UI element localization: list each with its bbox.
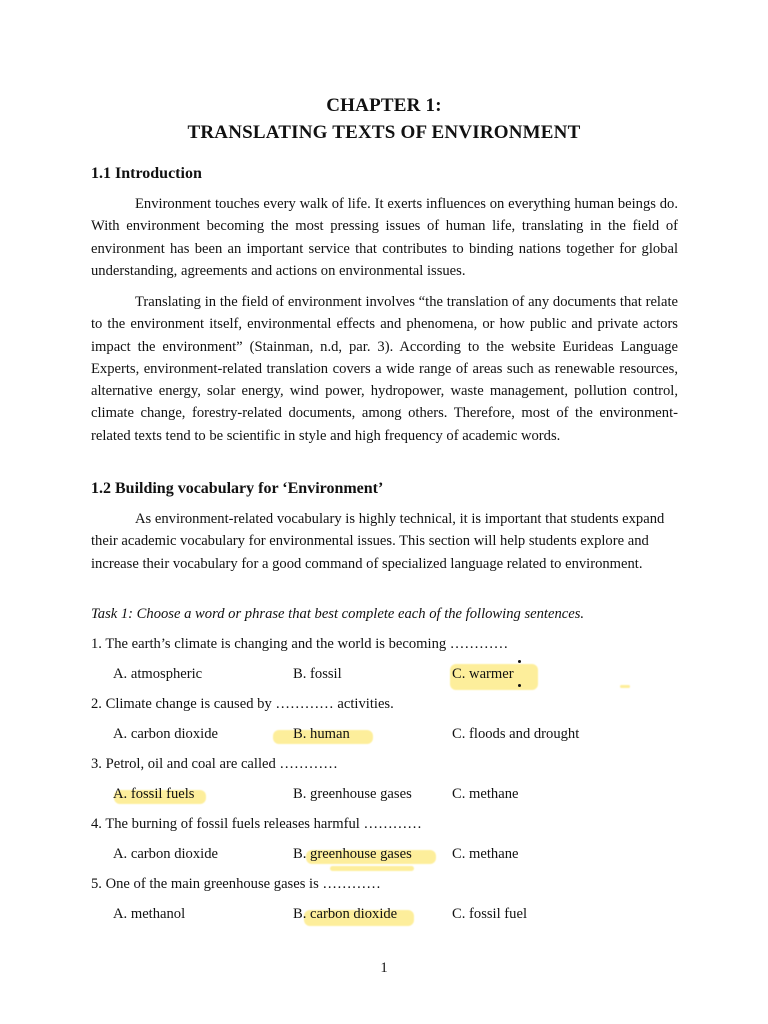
question-4-stem: 4. The burning of fossil fuels releases harmful …………: [91, 816, 422, 832]
page-number: 1: [380, 960, 388, 976]
question-3-stem: 3. Petrol, oil and coal are called …………: [91, 756, 338, 772]
question-4-option-c: C. methane: [452, 846, 519, 862]
question-2-option-a: A. carbon dioxide: [113, 726, 218, 742]
question-2-stem: 2. Climate change is caused by ………… activities.: [91, 696, 394, 712]
question-4-option-a: A. carbon dioxide: [113, 846, 218, 862]
chapter-title: TRANSLATING TEXTS OF ENVIRONMENT: [187, 122, 581, 143]
highlight-mark: [330, 866, 414, 871]
question-2-option-c: C. floods and drought: [452, 726, 580, 742]
question-5-option-b: B. carbon dioxide: [293, 906, 398, 922]
section-heading-vocabulary: 1.2 Building vocabulary for ‘Environment’: [91, 480, 384, 497]
chapter-label: CHAPTER 1:: [326, 95, 442, 116]
question-1-stem: 1. The earth’s climate is changing and the world is becoming …………: [91, 636, 509, 652]
question-5-option-c: C. fossil fuel: [452, 906, 527, 922]
vocabulary-paragraph: As environment-related vocabulary is highly technical, it is important that students expand their academic vocabulary for environmental issues. This section will help students explore and increase their vocabulary for a good command of specialized language related to environment.: [91, 511, 665, 572]
question-3-option-b: B. greenhouse gases: [293, 786, 412, 802]
question-3-option-a: A. fossil fuels: [113, 786, 195, 802]
question-5-option-a: A. methanol: [113, 906, 186, 922]
pen-mark: [518, 684, 521, 687]
highlight-mark: [620, 685, 630, 688]
question-4-option-b: B. greenhouse gases: [293, 846, 412, 862]
introduction-paragraph-2: Translating in the field of environment involves “the translation of any documents that relate to the environment itself, environmental effects and phenomena, or how public and private actors impact the environment” (Stainman, n.d, par. 3). According to the website Eurideas Language Experts, environment-related translation covers a wide range of areas such as renewable resources, alternative energy, solar energy, wind power, hydropower, waste management, pollution control, climate change, forestry-related documents, among others. Therefore, most of the environment-related texts tend to be scientific in style and high frequency of academic words.: [91, 294, 678, 444]
introduction-paragraph-1: Environment touches every walk of life. It exerts influences on everything human beings do. With environment becoming the most pressing issues of human life, translating in the field of environment has been an important service that contributes to binding nations together for global understanding, agreements and actions on environmental issues.: [91, 196, 678, 279]
question-2-option-b: B. human: [293, 726, 350, 742]
question-1-option-a: A. atmospheric: [113, 666, 203, 682]
section-heading-introduction: 1.1 Introduction: [91, 165, 202, 182]
question-1-option-b: B. fossil: [293, 666, 342, 682]
pen-mark: [518, 660, 521, 663]
question-1-option-c: C. warmer: [452, 666, 514, 682]
task-instruction: Task 1: Choose a word or phrase that best complete each of the following sentences.: [91, 606, 585, 622]
question-3-option-c: C. methane: [452, 786, 519, 802]
question-5-stem: 5. One of the main greenhouse gases is …………: [91, 876, 381, 892]
